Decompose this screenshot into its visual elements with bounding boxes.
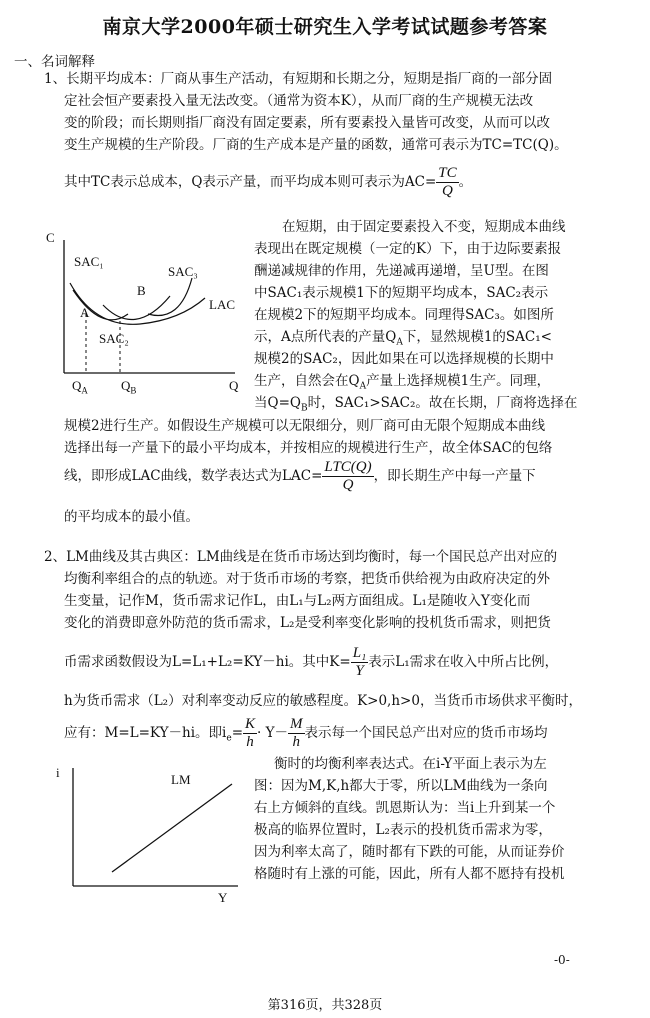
point-b-label: B xyxy=(137,283,146,298)
q1-wide-line1: 规模2进行生产。如假设生产规模可以无限细分，则厂商可由无限个短期成本曲线 xyxy=(64,418,546,434)
q2-equilibrium-line xyxy=(64,713,548,759)
q1-ac-end: 。 xyxy=(458,174,473,190)
corner-mark: -0- xyxy=(554,953,570,967)
cost-curves-graph xyxy=(40,228,250,398)
q1-right-line1: 在短期，由于固定要素投入不变，短期成本曲线 xyxy=(282,219,566,235)
mh-denominator: h xyxy=(292,734,301,750)
k-numerator: L₁ xyxy=(352,645,367,661)
q1-right-line3: 酬递减规律的作用，先递减再递增，呈U型。在图 xyxy=(254,263,549,279)
sac1-label: SAC₁ xyxy=(74,254,104,269)
mh-fraction xyxy=(288,716,305,751)
k-denominator: Y xyxy=(355,663,364,679)
q2-line1: 2、LM曲线及其古典区：LM曲线是在货币市场达到均衡时，每一个国民总产出对应的 xyxy=(44,549,558,565)
lac-numerator: LTC(Q) xyxy=(324,459,372,475)
q2-line3: 生变量，记作M，货币需求记作L，由L₁与L₂两方面组成。L₁是随收入Y变化而 xyxy=(64,593,531,609)
kh-denominator: h xyxy=(246,734,254,750)
ac-numerator: TC xyxy=(438,165,457,181)
q1-right-line7: 规模2的SAC₂，因此如果在可以选择规模的长期中 xyxy=(254,351,554,367)
k-fraction xyxy=(351,645,369,680)
q2-eq-text: 应有：M=L=KY－hi。即$i_e=$ xyxy=(64,725,244,744)
qb-label: $Q_B$ xyxy=(121,378,137,396)
lm-line xyxy=(112,784,232,872)
q1-lac-formula-line xyxy=(64,456,536,496)
kh-fraction xyxy=(243,716,257,751)
q2-eq-mid: · Y－ xyxy=(257,725,289,741)
graph1-y-label: C xyxy=(46,230,55,245)
q1-line2: 定社会恒产要素投入量无法改变。（通常为资本K），从而厂商的生产规模无法改 xyxy=(64,93,534,109)
q1-right-line6: 示，A点所代表的产量$Q_A$下，显然规模1的SAC₁< xyxy=(254,329,552,348)
q2-right-line4: 极高的临界位置时，L₂表示的投机货币需求为零， xyxy=(254,822,552,838)
q1-right-line4: 中SAC₁表示规模1下的短期平均成本，SAC₂表示 xyxy=(254,285,549,301)
q1-right-line9: 当$Q=Q_B$时，SAC₁>SAC₂。故在长期，厂商将选择在 xyxy=(254,395,578,414)
q2-right-line2: 图：因为M,K,h都大于零，所以LM曲线为一条向 xyxy=(254,778,548,794)
sac3-label: SAC₃ xyxy=(168,264,198,279)
q1-ac-text: 其中TC表示总成本，Q表示产量，而平均成本则可表示为AC= xyxy=(64,174,437,190)
qa-label: $Q_A$ xyxy=(72,378,88,396)
lac-label: LAC xyxy=(209,297,235,312)
q2-line2: 均衡利率组合的点的轨迹。对于货币市场的考察，把货币供给视为由政府决定的外 xyxy=(64,571,550,587)
q1-ac-formula-line xyxy=(64,162,472,202)
lm-curve-graph xyxy=(60,760,250,900)
lac-denominator: Q xyxy=(342,477,354,493)
q2-line4: 变化的消费即意外防范的货币需求，L₂是受利率变化影响的投机货币需求，则把货 xyxy=(64,615,551,631)
lac-fraction xyxy=(322,459,373,494)
q2-right-line1: 衡时的均衡利率表达式。在i-Y平面上表示为左 xyxy=(274,756,547,772)
q1-lac-text: 线，即形成LAC曲线，数学表达式为LAC= xyxy=(64,468,323,484)
q2-right-line5: 因为利率太高了，随时都有下跌的可能，从而证券价 xyxy=(254,844,565,860)
graph2-y-label: i xyxy=(56,765,60,780)
q2-right-line3: 右上方倾斜的直线。凯恩斯认为：当i上升到某一个 xyxy=(254,800,556,816)
q2-demand-end: 表示L₁需求在收入中所占比例， xyxy=(368,654,559,670)
q1-right-line5: 在规模2下的短期平均成本。同理得SAC₃。如图所 xyxy=(254,307,554,323)
point-a-label: A xyxy=(80,305,90,320)
q2-right-line6: 格随时有上涨的可能，因此，所有人都不愿持有投机 xyxy=(254,866,565,882)
lm-label: LM xyxy=(171,772,191,787)
q2-money-demand-line xyxy=(64,642,558,682)
q1-right-line8: 生产，自然会在$Q_A$产量上选择规模1生产。同理， xyxy=(254,373,551,392)
q1-wide-line4: 的平均成本的最小值。 xyxy=(64,509,199,525)
q1-line3: 变的阶段；而长期则指厂商没有固定要素，所有要素投入量皆可改变，从而可以改 xyxy=(64,115,550,131)
graph1-x-label: Q xyxy=(229,378,239,393)
q1-line4: 变生产规模的生产阶段。厂商的生产成本是产量的函数，通常可表示为TC=TC(Q)。 xyxy=(64,137,568,153)
ac-denominator: Q xyxy=(442,183,453,199)
kh-numerator: K xyxy=(245,716,256,732)
page-number: 第316页，共328页 xyxy=(267,998,383,1013)
q2-demand-text: 币需求函数假设为L=L₁+L₂=KY－hi。其中K= xyxy=(64,654,351,670)
q1-lac-end: ，即长期生产中每一产量下 xyxy=(373,468,536,484)
mh-numerator: M xyxy=(290,716,303,732)
q1-right-line2: 表现出在既定规模（一定的K）下，由于边际要素报 xyxy=(254,241,562,257)
ac-fraction xyxy=(436,165,458,200)
page-title: 南京大学2000年硕士研究生入学考试试题参考答案 xyxy=(102,16,548,38)
section-heading: 一、名词解释 xyxy=(14,54,95,70)
q1-wide-line2: 选择出每一产量下的最小平均成本，并按相应的规模进行生产，故全体SAC的包络 xyxy=(64,440,553,456)
sac2-label: SAC₂ xyxy=(99,331,129,346)
graph2-x-label: Y xyxy=(218,890,228,905)
q1-line1: 1、长期平均成本：厂商从事生产活动，有短期和长期之分，短期是指厂商的一部分固 xyxy=(44,71,553,87)
q2-eq-end: 表示每一个国民总产出对应的货币市场均 xyxy=(304,725,548,741)
q2-line6: h为货币需求（L₂）对利率变动反应的敏感程度。K>0,h>0，当货币市场供求平衡时， xyxy=(64,693,582,709)
